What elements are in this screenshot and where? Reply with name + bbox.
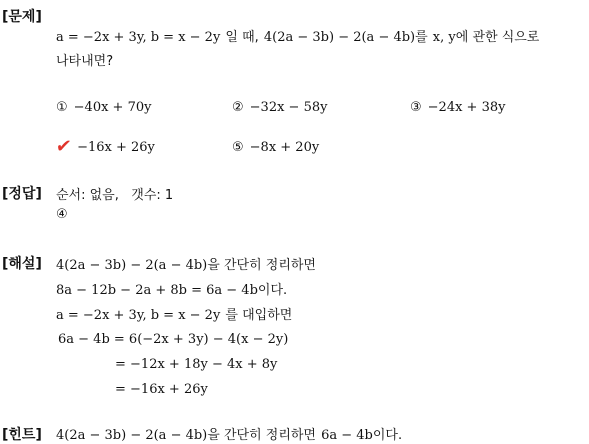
choice-1[interactable]	[56, 100, 151, 115]
hint-line	[56, 424, 402, 443]
explanation-line-4: 6a − 4b = 6(−2x + 3y) − 4(x − 2y)	[58, 332, 289, 347]
explanation-l3-math: a = −2x + 3y, b = x − 2y	[56, 308, 221, 323]
problem-math-ab: a = −2x + 3y, b = x − 2y	[56, 30, 221, 45]
problem-math-expression: 4(2a − 3b) − 2(a − 4b)	[263, 30, 416, 45]
explanation-line-5: = −12x + 18y − 4x + 8y	[115, 357, 278, 372]
explanation-line-1	[56, 254, 316, 273]
hint-text-2: 이다.	[372, 428, 403, 443]
choice-4-text: −16x + 26y	[77, 139, 155, 155]
problem-text-about: 에 관한 식으로	[455, 30, 540, 45]
explanation-line-2	[56, 279, 287, 298]
hint-text-1: 을 간단히 정리하면	[207, 428, 316, 443]
checkmark-icon: ✔	[54, 136, 73, 157]
explanation-l1-text: 을 간단히 정리하면	[207, 258, 316, 273]
choice-4[interactable]	[56, 138, 155, 156]
choice-5[interactable]	[232, 140, 319, 155]
choice-3-text: −24x + 38y	[427, 100, 506, 115]
problem-line-2: 나타내면?	[56, 54, 114, 69]
choice-1-text: −40x + 70y	[73, 100, 152, 115]
answer-value: ④	[56, 207, 68, 222]
hint-label: [힌트]	[2, 427, 42, 443]
explanation-label: [해설]	[2, 256, 42, 272]
explanation-line-6: = −16x + 26y	[115, 382, 208, 397]
choice-5-marker: ⑤	[232, 140, 244, 155]
explanation-l2-text: 이다.	[257, 283, 288, 298]
problem-label: [문제]	[2, 9, 42, 25]
explanation-l1-math: 4(2a − 3b) − 2(a − 4b)	[56, 258, 208, 273]
problem-line-1	[56, 26, 539, 45]
choice-1-marker: ①	[56, 100, 68, 115]
explanation-line-3	[56, 304, 292, 323]
answer-meta: 순서: 없음, 갯수: 1	[56, 188, 174, 203]
problem-text-particle: 를	[415, 30, 428, 45]
choice-3[interactable]	[410, 100, 505, 115]
hint-math-2: 6a − 4b	[321, 428, 373, 443]
problem-text-when: 일 때,	[225, 30, 259, 45]
problem-math-xy: x, y	[432, 30, 456, 45]
choice-5-text: −8x + 20y	[249, 140, 320, 155]
choice-2[interactable]	[232, 100, 327, 115]
choice-2-text: −32x − 58y	[249, 100, 328, 115]
answer-label: [정답]	[2, 186, 42, 202]
choice-2-marker: ②	[232, 100, 244, 115]
hint-math-1: 4(2a − 3b) − 2(a − 4b)	[56, 428, 208, 443]
explanation-l3-text: 를 대입하면	[225, 308, 293, 323]
explanation-l2-math: 8a − 12b − 2a + 8b = 6a − 4b	[56, 283, 258, 298]
choice-3-marker: ③	[410, 100, 422, 115]
